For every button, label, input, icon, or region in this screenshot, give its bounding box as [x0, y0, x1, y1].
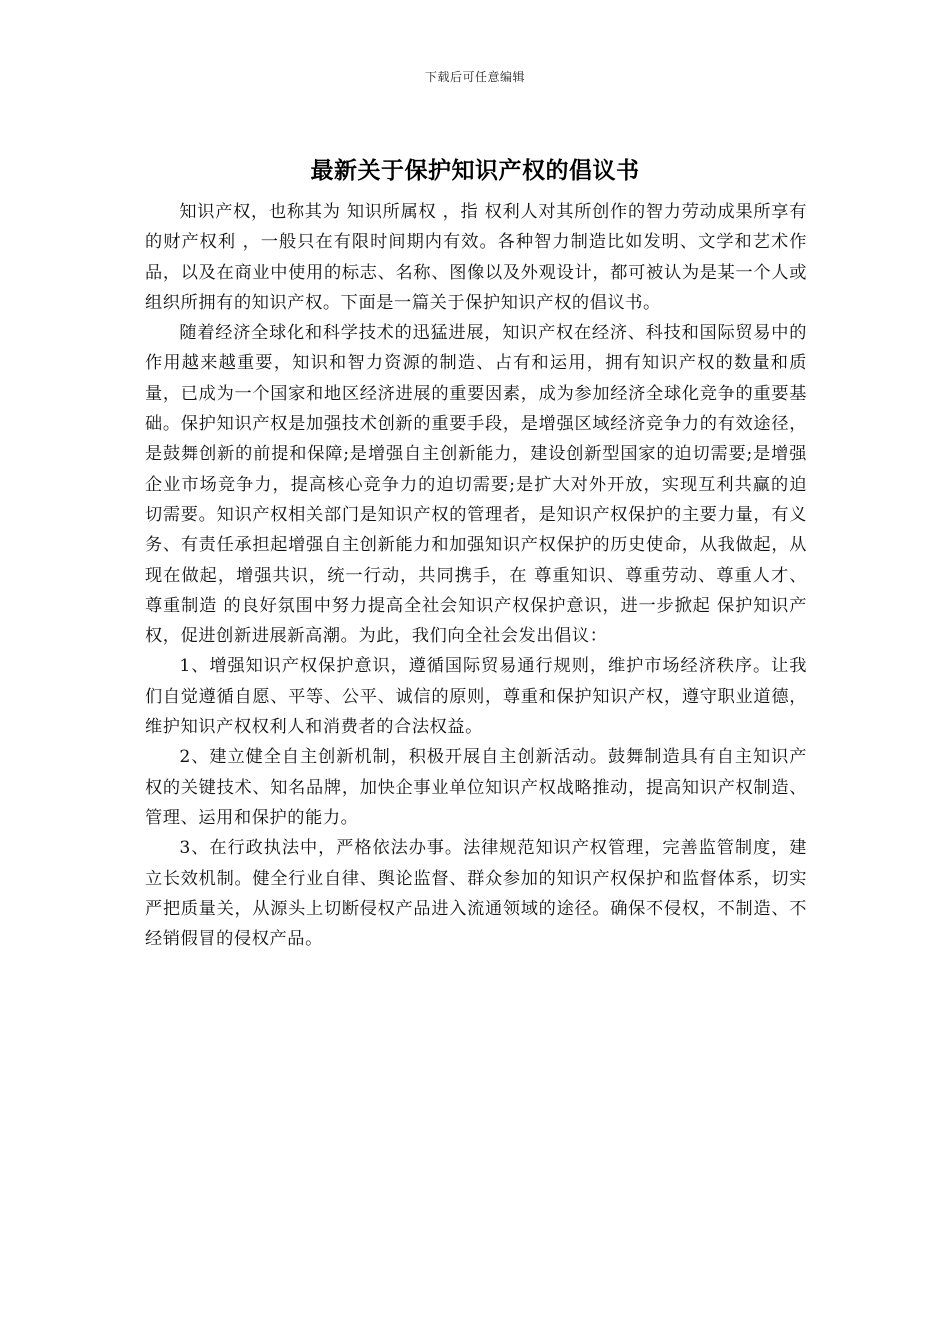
paragraph-intro: 知识产权，也称其为 知识所属权 ，指 权利人对其所创作的智力劳动成果所享有的财产权利 ，一般只在有限时间期内有效。各种智力制造比如发明、文学和艺术作品，以及在商业中使用的标志、名称、图像以及外观设计，都可被认为是某一个人或组织所拥有的知识产权。下面是一篇关于保护知识产权的倡议书。 [145, 202, 807, 313]
paragraph-background: 随着经济全球化和科学技术的迅猛进展，知识产权在经济、科技和国际贸易中的作用越来越重要，知识和智力资源的制造、占有和运用，拥有知识产权的数量和质量，已成为一个国家和地区经济进展的重要因素，成为参加经济全球化竞争的重要基础。保护知识产权是加强技术创新的重要手段，是增强区域经济竞争力的有效途径，是鼓舞创新的前提和保障;是增强自主创新能力，建设创新型国家的迫切需要;是增强企业市场竞争力，提高核心竞争力的迫切需要;是扩大对外开放，实现互利共赢的迫切需要。知识产权相关部门是知识产权的管理者，是知识产权保护的主要力量，有义务、有责任承担起增强自主创新能力和加强知识产权保护的历史使命，从我做起，从现在做起，增强共识，统一行动，共同携手，在 尊重知识、尊重劳动、尊重人才、尊重制造 的良好氛围中努力提高全社会知识产权保护意识，进一步掀起 保护知识产权，促进创新进展新高潮。为此，我们向全社会发出倡议： [145, 323, 807, 647]
header-note: 下载后可任意编辑 [424, 70, 525, 84]
paragraph-proposal-3: 3、在行政执法中，严格依法办事。法律规范知识产权管理，完善监管制度，建立长效机制。健全行业自律、舆论监督、群众参加的知识产权保护和监督体系，切实严把质量关，从源头上切断侵权产品进入流通领域的途径。确保不侵权，不制造、不经销假冒的侵权产品。 [145, 838, 807, 950]
paragraph-proposal-1: 1、增强知识产权保护意识，遵循国际贸易通行规则，维护市场经济秩序。让我们自觉遵循自愿、平等、公平、诚信的原则，尊重和保护知识产权，遵守职业道德，维护知识产权权利人和消费者的合法权益。 [145, 656, 807, 738]
document-body [145, 197, 807, 954]
document-title: 最新关于保护知识产权的倡议书 [310, 158, 640, 184]
paragraph-proposal-2: 2、建立健全自主创新机制，积极开展自主创新活动。鼓舞制造具有自主知识产权的关键技术、知名品牌，加快企事业单位知识产权战略推动，提高知识产权制造、管理、运用和保护的能力。 [145, 747, 807, 828]
